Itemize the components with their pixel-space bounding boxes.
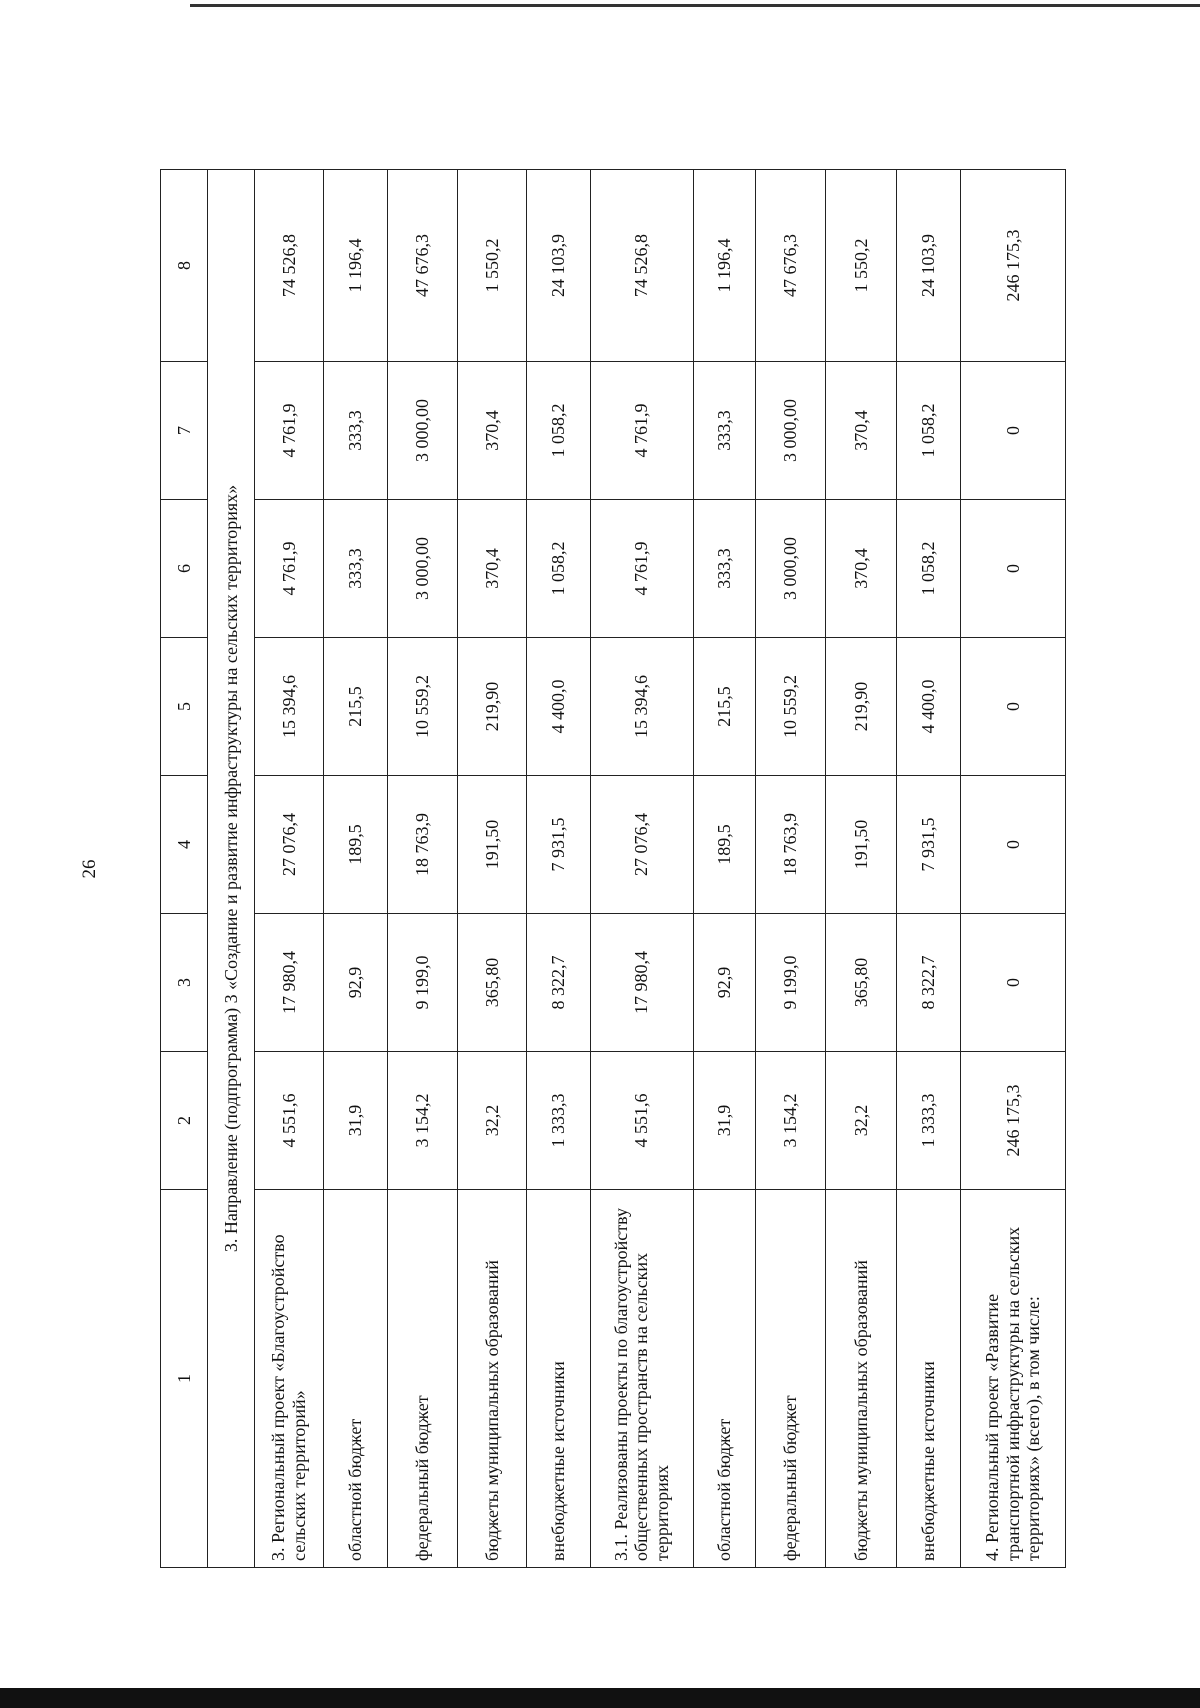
value-cell: 92,9 <box>693 914 755 1052</box>
value-cell: 1 550,2 <box>826 170 897 362</box>
value-cell: 1 550,2 <box>458 170 526 362</box>
value-cell: 9 199,0 <box>387 914 458 1052</box>
table-row <box>896 170 960 1568</box>
value-cell: 4 761,9 <box>255 362 323 500</box>
page-number: 26 <box>79 859 100 879</box>
row-label: 3.1. Реализованы проекты по благоустройству общественных пространств на сельских территориях <box>590 1190 693 1568</box>
value-cell: 8 322,7 <box>526 914 590 1052</box>
value-cell: 1 333,3 <box>526 1052 590 1190</box>
value-cell: 7 931,5 <box>896 776 960 914</box>
value-cell: 47 676,3 <box>387 170 458 362</box>
row-label: внебюджетные источники <box>896 1190 960 1568</box>
value-cell: 333,3 <box>323 362 387 500</box>
value-cell: 3 000,00 <box>755 500 826 638</box>
row-label: областной бюджет <box>323 1190 387 1568</box>
value-cell: 7 931,5 <box>526 776 590 914</box>
value-cell: 18 763,9 <box>755 776 826 914</box>
column-number: 6 <box>161 500 208 638</box>
value-cell: 0 <box>961 500 1066 638</box>
value-cell: 3 000,00 <box>755 362 826 500</box>
value-cell: 31,9 <box>323 1052 387 1190</box>
value-cell: 1 058,2 <box>526 362 590 500</box>
value-cell: 4 551,6 <box>255 1052 323 1190</box>
value-cell: 15 394,6 <box>590 638 693 776</box>
value-cell: 17 980,4 <box>590 914 693 1052</box>
value-cell: 215,5 <box>693 638 755 776</box>
value-cell: 3 154,2 <box>387 1052 458 1190</box>
column-number: 4 <box>161 776 208 914</box>
row-label: федеральный бюджет <box>387 1190 458 1568</box>
value-cell: 0 <box>961 362 1066 500</box>
row-label: 3. Региональный проект «Благоустройство сельских территорий» <box>255 1190 323 1568</box>
budget-table <box>160 169 1066 1568</box>
value-cell: 191,50 <box>826 776 897 914</box>
value-cell: 0 <box>961 914 1066 1052</box>
value-cell: 4 761,9 <box>590 362 693 500</box>
value-cell: 189,5 <box>693 776 755 914</box>
row-label: федеральный бюджет <box>755 1190 826 1568</box>
value-cell: 0 <box>961 638 1066 776</box>
column-number: 8 <box>161 170 208 362</box>
row-label: областной бюджет <box>693 1190 755 1568</box>
value-cell: 8 322,7 <box>896 914 960 1052</box>
value-cell: 0 <box>961 776 1066 914</box>
value-cell: 3 154,2 <box>755 1052 826 1190</box>
section-title-row <box>208 170 255 1568</box>
table-row <box>323 170 387 1568</box>
value-cell: 219,90 <box>826 638 897 776</box>
value-cell: 333,3 <box>323 500 387 638</box>
value-cell: 1 196,4 <box>693 170 755 362</box>
value-cell: 246 175,3 <box>961 1052 1066 1190</box>
value-cell: 1 058,2 <box>526 500 590 638</box>
value-cell: 10 559,2 <box>755 638 826 776</box>
column-number: 7 <box>161 362 208 500</box>
value-cell: 370,4 <box>826 362 897 500</box>
column-number: 1 <box>161 1190 208 1568</box>
section-title: 3. Направление (подпрограмма) 3 «Создание и развитие инфраструктуры на сельских территориях» <box>208 170 255 1568</box>
value-cell: 32,2 <box>826 1052 897 1190</box>
value-cell: 17 980,4 <box>255 914 323 1052</box>
value-cell: 74 526,8 <box>590 170 693 362</box>
value-cell: 1 058,2 <box>896 500 960 638</box>
value-cell: 333,3 <box>693 500 755 638</box>
column-number-row <box>161 170 208 1568</box>
value-cell: 370,4 <box>458 500 526 638</box>
value-cell: 27 076,4 <box>255 776 323 914</box>
value-cell: 189,5 <box>323 776 387 914</box>
value-cell: 4 400,0 <box>896 638 960 776</box>
row-label: внебюджетные источники <box>526 1190 590 1568</box>
row-label: бюджеты муниципальных образований <box>458 1190 526 1568</box>
value-cell: 32,2 <box>458 1052 526 1190</box>
value-cell: 3 000,00 <box>387 500 458 638</box>
value-cell: 27 076,4 <box>590 776 693 914</box>
column-number: 2 <box>161 1052 208 1190</box>
value-cell: 370,4 <box>826 500 897 638</box>
table-row <box>693 170 755 1568</box>
value-cell: 1 333,3 <box>896 1052 960 1190</box>
value-cell: 219,90 <box>458 638 526 776</box>
value-cell: 15 394,6 <box>255 638 323 776</box>
value-cell: 4 551,6 <box>590 1052 693 1190</box>
table-row <box>255 170 323 1568</box>
value-cell: 74 526,8 <box>255 170 323 362</box>
table-body <box>161 170 1066 1568</box>
value-cell: 370,4 <box>458 362 526 500</box>
table-row <box>526 170 590 1568</box>
scan-top-edge <box>190 4 1200 7</box>
value-cell: 333,3 <box>693 362 755 500</box>
value-cell: 3 000,00 <box>387 362 458 500</box>
value-cell: 365,80 <box>826 914 897 1052</box>
table-row <box>826 170 897 1568</box>
value-cell: 9 199,0 <box>755 914 826 1052</box>
table-row <box>755 170 826 1568</box>
value-cell: 31,9 <box>693 1052 755 1190</box>
table-row <box>590 170 693 1568</box>
table-row <box>458 170 526 1568</box>
value-cell: 365,80 <box>458 914 526 1052</box>
value-cell: 215,5 <box>323 638 387 776</box>
value-cell: 1 196,4 <box>323 170 387 362</box>
table-row <box>961 170 1066 1568</box>
value-cell: 1 058,2 <box>896 362 960 500</box>
rotated-table-wrapper <box>160 170 1066 1568</box>
scan-bottom-edge <box>0 1688 1200 1708</box>
value-cell: 24 103,9 <box>896 170 960 362</box>
value-cell: 92,9 <box>323 914 387 1052</box>
value-cell: 246 175,3 <box>961 170 1066 362</box>
value-cell: 24 103,9 <box>526 170 590 362</box>
row-label: 4. Региональный проект «Развитие транспортной инфраструктуры на сельских территориях» (всего), в том числе: <box>961 1190 1066 1568</box>
table-row <box>387 170 458 1568</box>
column-number: 3 <box>161 914 208 1052</box>
column-number: 5 <box>161 638 208 776</box>
value-cell: 18 763,9 <box>387 776 458 914</box>
value-cell: 47 676,3 <box>755 170 826 362</box>
value-cell: 4 761,9 <box>255 500 323 638</box>
value-cell: 4 400,0 <box>526 638 590 776</box>
value-cell: 191,50 <box>458 776 526 914</box>
value-cell: 10 559,2 <box>387 638 458 776</box>
value-cell: 4 761,9 <box>590 500 693 638</box>
row-label: бюджеты муниципальных образований <box>826 1190 897 1568</box>
